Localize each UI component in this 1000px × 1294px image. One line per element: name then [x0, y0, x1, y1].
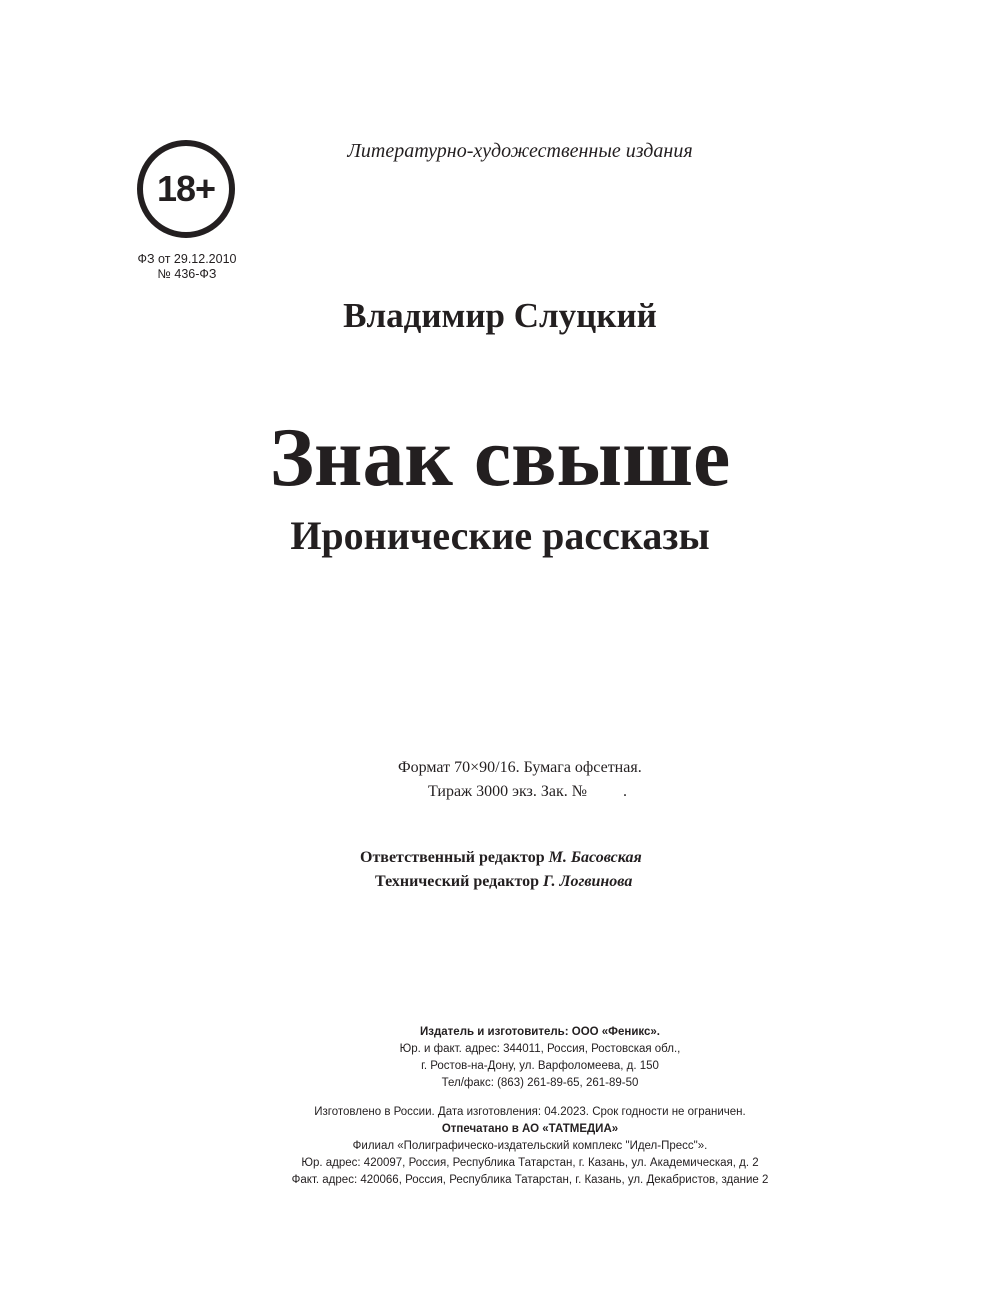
publisher-line-3: г. Ростов-на-Дону, ул. Варфоломеева, д. 150 [421, 1060, 659, 1072]
age-rating-badge [137, 140, 235, 238]
print-run-end: . [623, 783, 627, 800]
format-text: Формат 70×90/16. Бумага офсетная. [398, 759, 642, 776]
imprint-format [398, 756, 642, 780]
printer-line-2: Отпечатано в АО «ТАТМЕДИА» [441, 1123, 619, 1135]
publisher-block [260, 1024, 820, 1092]
series-title: Литературно-художественные издания [347, 140, 693, 162]
printer-line-3: Филиал «Полиграфическо-издательский комплекс "Идел-Пресс"». [352, 1140, 708, 1152]
printer-line-5: Факт. адрес: 420066, Россия, Республика Татарстан, г. Казань, ул. Декабристов, здание 2 [291, 1174, 769, 1186]
technical-editor-role: Технический редактор [375, 873, 540, 890]
author-name: Владимир Слуцкий [343, 296, 657, 335]
responsible-editor-name: М. Басовская [548, 849, 642, 866]
print-run-text: Тираж 3000 экз. Зак. № [428, 783, 587, 800]
printer-line-4: Юр. адрес: 420097, Россия, Республика Татарстан, г. Казань, ул. Академическая, д. 2 [301, 1157, 759, 1169]
technical-editor-name: Г. Логвинова [543, 873, 633, 890]
publisher-line-2: Юр. и факт. адрес: 344011, Россия, Ростовская обл., [399, 1043, 681, 1055]
imprint-print-run [428, 780, 627, 804]
age-rating-law [122, 252, 252, 282]
responsible-editor-role: Ответственный редактор [360, 849, 545, 866]
law-line-2: № 436-ФЗ [157, 267, 217, 281]
book-subtitle: Иронические рассказы [290, 513, 710, 558]
law-line-1: ФЗ от 29.12.2010 [137, 252, 237, 266]
publisher-line-4: Тел/факс: (863) 261-89-65, 261-89-50 [441, 1077, 639, 1089]
printer-line-1: Изготовлено в России. Дата изготовления: 04.2023. Срок годности не ограничен. [314, 1106, 746, 1118]
age-rating-text: 18+ [156, 168, 216, 209]
technical-editor [375, 870, 632, 894]
printer-block [210, 1104, 850, 1189]
book-title: Знак свыше [269, 411, 731, 504]
responsible-editor [360, 846, 642, 870]
publisher-line-1: Издатель и изготовитель: ООО «Феникс». [419, 1026, 661, 1038]
